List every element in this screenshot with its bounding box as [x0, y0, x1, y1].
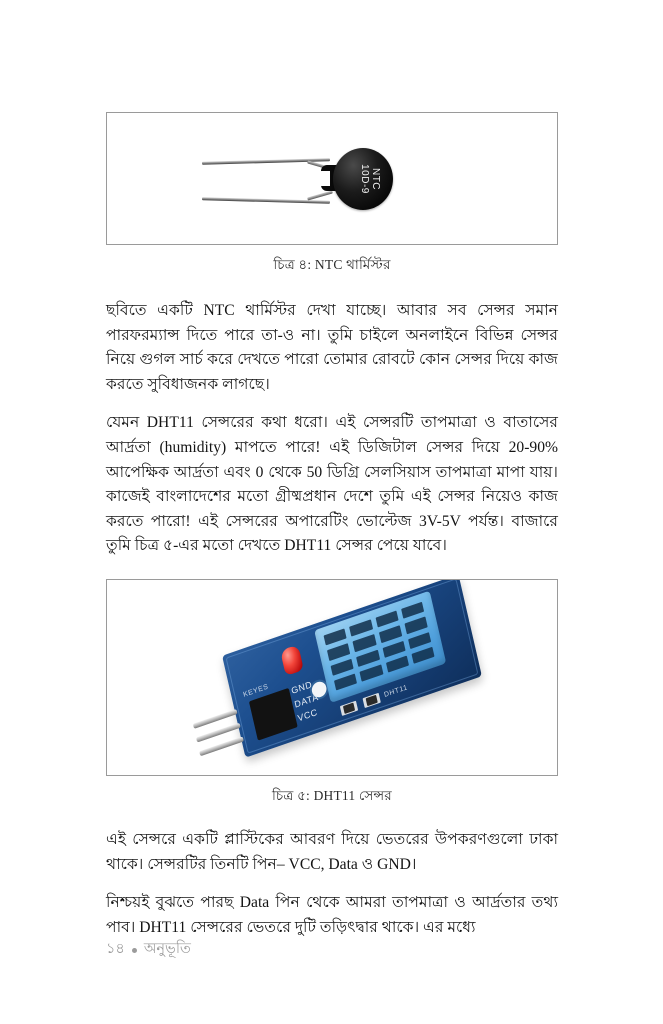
dht11-resistor-2-icon [363, 693, 381, 708]
dht11-brand-silkscreen: KEYES [242, 683, 270, 699]
spacer [106, 877, 558, 891]
figure-dht11-sensor [106, 579, 558, 808]
dht11-vent-grid-icon [324, 602, 435, 691]
figure-ntc-frame [106, 112, 558, 245]
ntc-label-line-1: NTC [370, 167, 382, 191]
page-content [106, 112, 558, 940]
paragraph-4: নিশ্চয়ই বুঝতে পারছ Data পিন থেকে আমরা তাপমাত্রা ও আর্দ্রতার তথ্য পাব। DHT11 সেন্সরের ভেতরে দুটি তড়িৎদ্বার থাকে। এর মধ্যে [106, 894, 558, 936]
ntc-lead-kink-lower-icon [307, 190, 333, 200]
ntc-body-icon [333, 148, 393, 210]
dht11-pin-label-gnd: GND [290, 679, 314, 696]
dht11-module-illustration [107, 580, 557, 775]
dht11-resistor-1-icon [340, 701, 358, 716]
spacer [106, 559, 558, 579]
dht11-pin-header-icon [249, 688, 298, 741]
dht11-pin-label-vcc: VCC [296, 706, 319, 724]
dht11-mounting-hole-icon [308, 677, 330, 702]
paragraph-3: এই সেন্সরে একটি প্লাস্টিকের আবরণ দিয়ে ভেতরের উপকরণগুলো ঢাকা থাকে। সেন্সরটির তিনটি পিন– VCC, Data ও GND। [106, 830, 558, 873]
spacer [106, 808, 558, 828]
dht11-led-icon [280, 644, 304, 676]
figure-ntc-caption: চিত্র ৪: NTC থার্মিস্টর [273, 257, 391, 272]
ntc-label-line-2: 10D-9 [359, 164, 371, 194]
dht11-pcb-icon [222, 579, 482, 758]
figure-dht11-frame [106, 579, 558, 776]
paragraph-1: ছবিতে একটি NTC থার্মিস্টর দেখা যাচ্ছে। আবার সব সেন্সর সমান পারফরম্যান্স দিতে পারে তা-ও না। তুমি চাইলে অনলাইনে বিভিন্ন সেন্সর নিয়ে গুগল সার্চ করে দেখতে পারো তোমার রোবটে কোন সেন্সর দিয়ে কাজ করতে সুবিধাজনক লাগছে। [106, 302, 558, 393]
page-footer [106, 938, 191, 962]
ntc-thermistor-illustration [107, 113, 557, 244]
dht11-sensor-housing-icon [314, 591, 446, 703]
ntc-notch-icon [314, 171, 330, 186]
figure-ntc-thermistor [106, 112, 558, 277]
footer-bullet-icon [132, 948, 137, 953]
figure-dht11-caption: চিত্র ৫: DHT11 সেন্সর [272, 787, 392, 803]
spacer [106, 397, 558, 411]
spacer [106, 277, 558, 299]
paragraph-2: যেমন DHT11 সেন্সরের কথা ধরো। এই সেন্সরটি তাপমাত্রা ও বাতাসের আর্দ্রতা (humidity) মাপতে পারে! এই ডিজিটাল সেন্সর দিয়ে 20-90% আপেক্ষিক আর্দ্রতা এবং 0 থেকে 50 ডিগ্রি সেলসিয়াস তাপমাত্রা মাপা যায়। কাজেই বাংলাদেশের মতো গ্রীষ্মপ্রধান দেশে তুমি এই সেন্সর নিয়েও কাজ করতে পারো! এই সেন্সরের অপারেটিং ভোল্টেজ 3V-5V পর্যন্ত। বাজারে তুমি চিত্র ৫-এর মতো দেখতে DHT11 সেন্সর পেয়ে যাবে। [106, 414, 558, 555]
dht11-pin-label-data: DATA [293, 691, 320, 710]
footer-book-title: অনুভূতি [143, 941, 191, 957]
footer-page-number: ১৪ [106, 941, 125, 957]
dht11-model-silkscreen: DHT11 [383, 684, 409, 699]
